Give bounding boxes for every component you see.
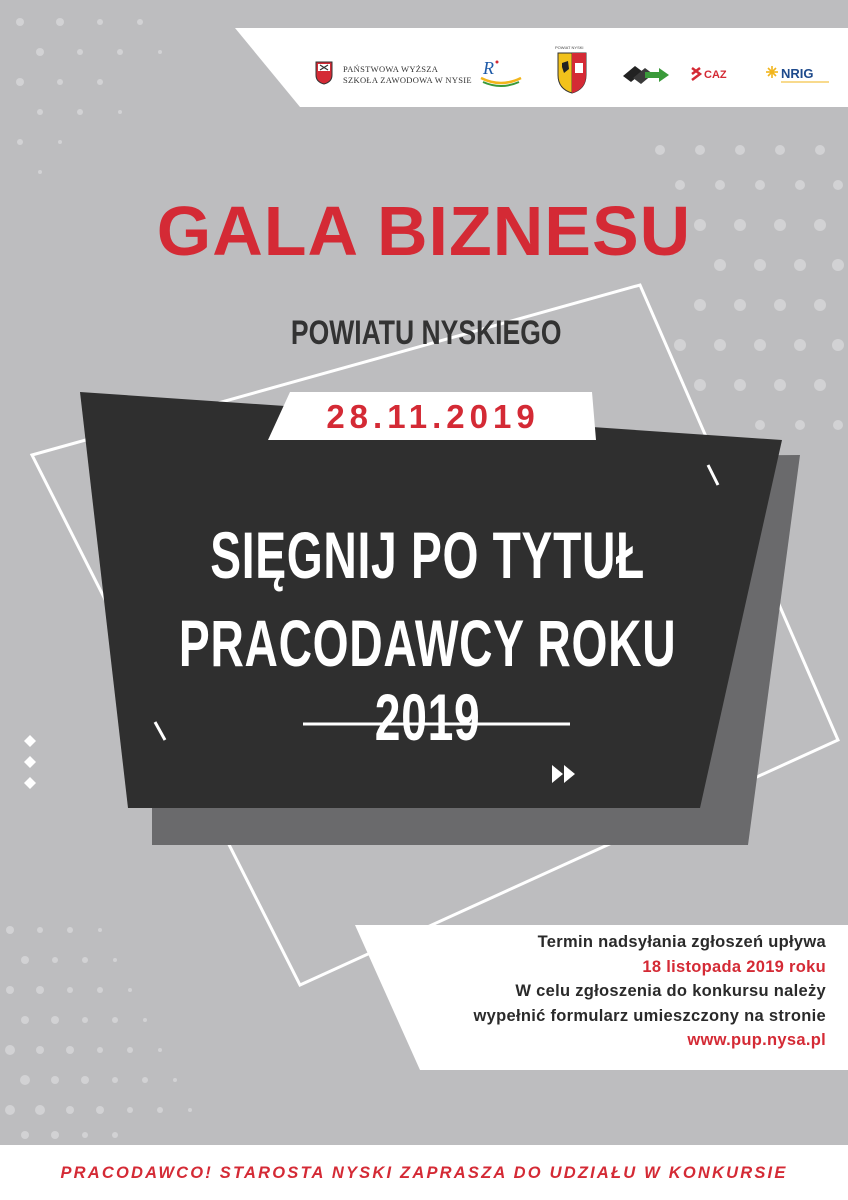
website-link[interactable]: www.pup.nysa.pl [687,1031,826,1049]
pwsz-crest-icon [315,61,333,85]
caz-text: CAZ [704,69,727,81]
deadline-line-1: Termin nadsyłania zgłoszeń upływa [537,933,826,951]
deadline-date: 18 listopada 2019 roku [642,957,826,976]
deadline-info [386,930,826,1053]
rozwoj-regionu-logo-icon [479,54,523,88]
caz-logo-icon [690,64,736,86]
pwsz-name [343,64,472,86]
diamond-bullets [24,735,36,789]
deadline-line-4: wypełnić formularz umieszczony na stronie [473,1006,826,1025]
pwsz-name-line1: PAŃSTWOWA WYŻSZA [343,64,439,74]
event-subtitle: POWIATU NYSKIEGO [290,314,562,352]
footer-invitation: PRACODAWCO! STAROSTA NYSKI ZAPRASZA DO UDZIAŁU W KONKURSIE [60,1164,788,1182]
powiat-label: POWIAT NYSKI [555,45,584,50]
powiat-nyski-crest-icon [555,45,589,93]
pup-arrow-logo-icon [623,62,669,88]
nrig-logo-icon [765,64,831,86]
nrig-text: NRIG [781,66,814,81]
svg-text:R: R [483,58,494,78]
pwsz-name-line2: SZKOŁA ZAWODOWA W NYSIE [343,75,472,85]
headline-line-1: SIĘGNIJ PO TYTUŁ [210,518,645,592]
deadline-line-3: W celu zgłoszenia do konkursu należy [515,982,826,1000]
event-title: GALA BIZNESU [156,192,692,270]
headline-line-2: PRACODAWCY ROKU 2019 [178,606,677,754]
event-date: 28.11.2019 [326,398,540,435]
